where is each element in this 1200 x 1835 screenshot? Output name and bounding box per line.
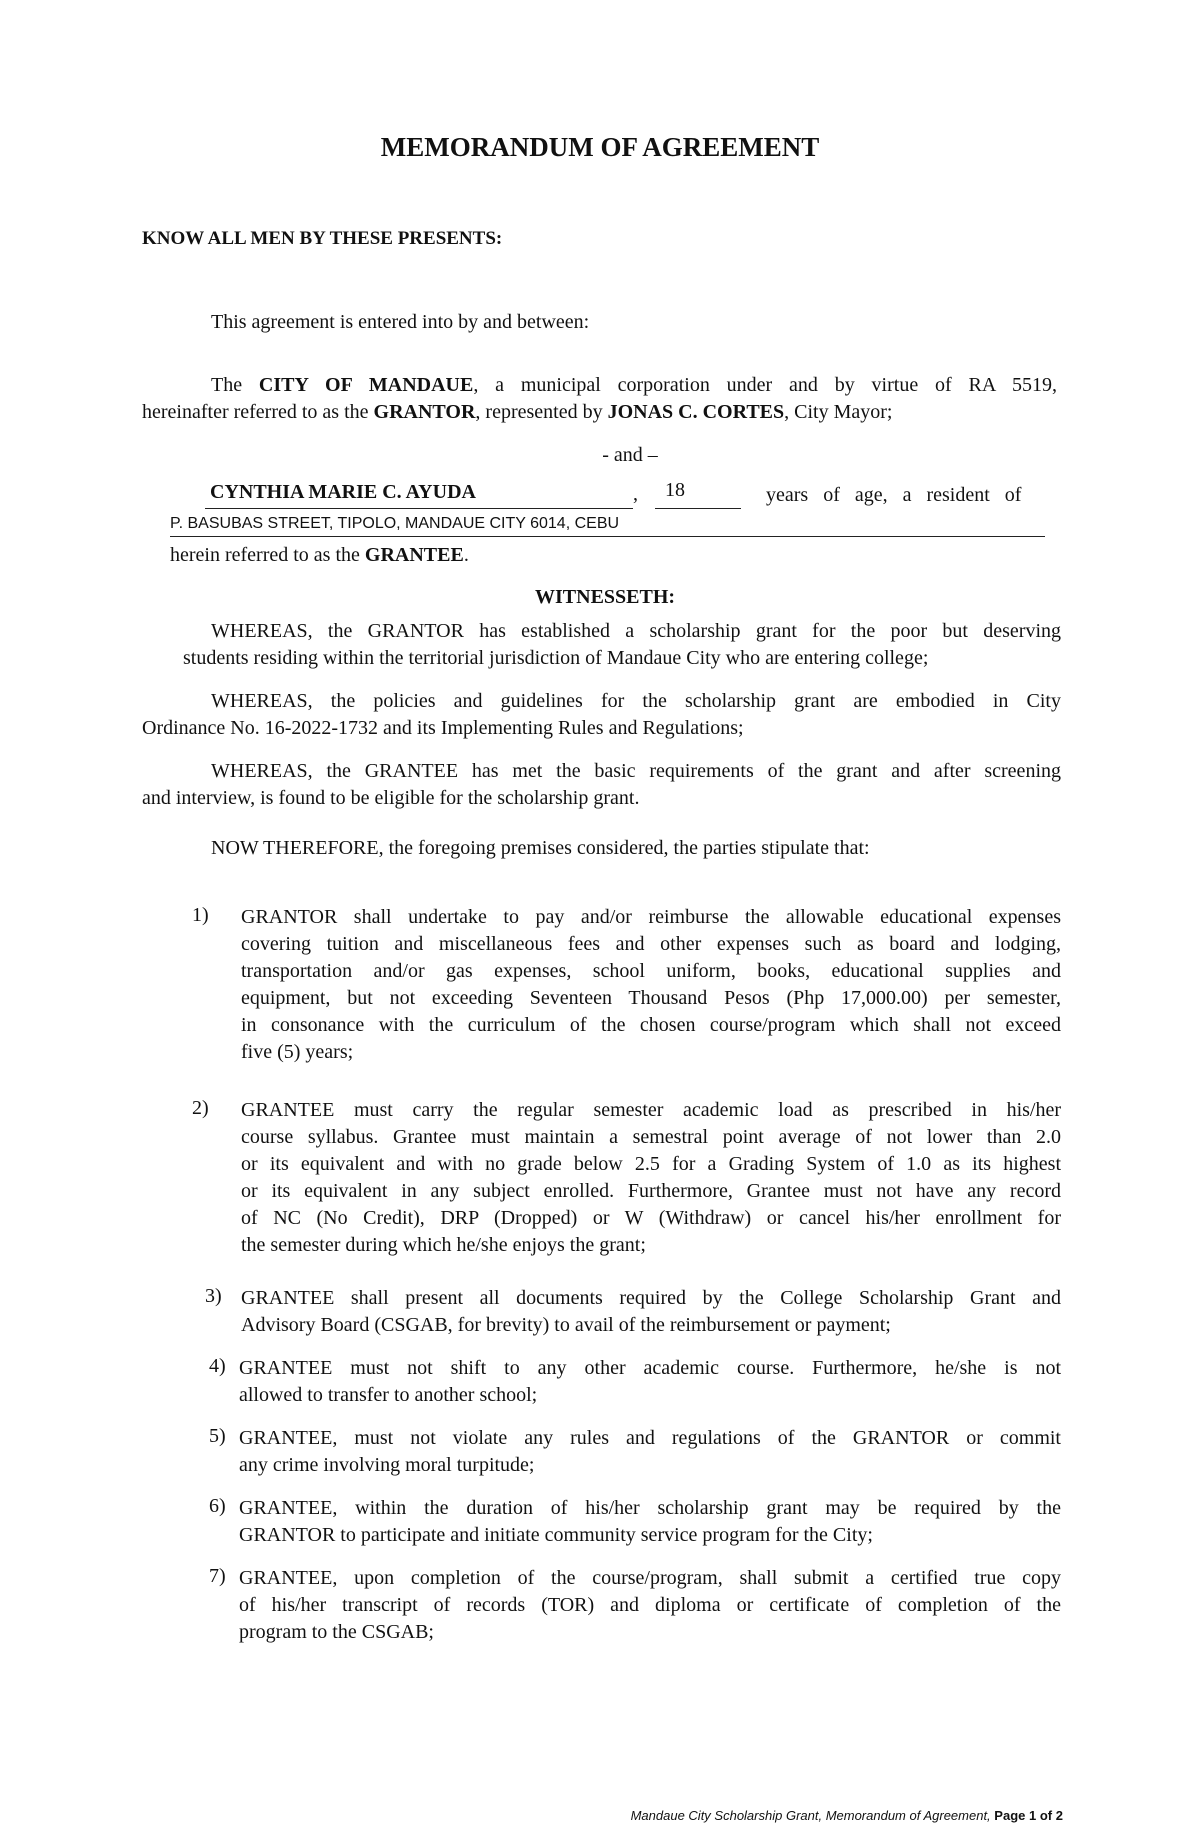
stipulation-1: GRANTOR shall undertake to pay and/or reimburse the allowable educational expenses covering tuition and miscellaneous fees and other expenses such as board and lodging, transportation and/or gas expenses, school uniform, books, educational supplies and equipment, but not exceeding Seventeen Thousand Pesos (Php 17,000.00) per semester, in consonance with the curriculum of the chosen course/program which shall not exceed five (5) years; <box>241 906 1061 1063</box>
stipulation-1-number: 1) <box>192 904 209 926</box>
grantor-line-2: hereinafter referred to as the GRANTOR, represented by JONAS C. CORTES, City Mayor; <box>142 401 893 423</box>
stipulation-2: GRANTEE must carry the regular semester academic load as prescribed in his/her course syllabus. Grantee must maintain a semestral point average of not lower than 2.0 or its equivalent and with no grade below 2.5 for a Grading System of 1.0 as its highest or its equivalent in any subject enrolled. Furthermore, Grantee must not have any record of NC (No Credit), DRP (Dropped) or W (Withdraw) or cancel his/her enrollment for the semester during which he/she enjoys the grant; <box>241 1099 1061 1256</box>
stipulation-5-number: 5) <box>209 1425 226 1447</box>
whereas-3-line-2: and interview, is found to be eligible for the scholarship grant. <box>142 787 640 809</box>
grantee-referred: herein referred to as the GRANTEE. <box>170 544 469 566</box>
stipulation-2-number: 2) <box>192 1097 209 1119</box>
stipulation-5: GRANTEE, must not violate any rules and regulations of the GRANTOR or commit any crime involving moral turpitude; <box>239 1427 1061 1476</box>
document-title: MEMORANDUM OF AGREEMENT <box>380 132 820 162</box>
stipulation-4: GRANTEE must not shift to any other academic course. Furthermore, he/she is not allowed to transfer to another school; <box>239 1357 1061 1406</box>
stipulation-3-number: 3) <box>205 1285 222 1307</box>
grantee-name: CYNTHIA MARIE C. AYUDA <box>210 481 476 503</box>
age-underline <box>655 508 741 509</box>
name-underline <box>205 508 633 509</box>
grantee-age: 18 <box>665 479 685 501</box>
and-separator: - and – <box>602 444 658 466</box>
whereas-3-line-1: WHEREAS, the GRANTEE has met the basic requirements of the grant and after screening <box>211 760 1061 782</box>
address-underline <box>170 536 1045 537</box>
stipulation-6-number: 6) <box>209 1495 226 1517</box>
stipulation-4-number: 4) <box>209 1355 226 1377</box>
stipulation-7: GRANTEE, upon completion of the course/program, shall submit a certified true copy of his/her transcript of records (TOR) and diploma or certificate of completion of the program to the CSGAB; <box>239 1567 1061 1643</box>
grantee-comma: , <box>633 483 638 505</box>
stipulation-7-number: 7) <box>209 1565 226 1587</box>
whereas-2-line-2: Ordinance No. 16-2022-1732 and its Implementing Rules and Regulations; <box>142 717 744 739</box>
stipulation-6: GRANTEE, within the duration of his/her scholarship grant may be required by the GRANTOR to participate and initiate community service program for the City; <box>239 1497 1061 1546</box>
preamble: KNOW ALL MEN BY THESE PRESENTS: <box>142 228 503 249</box>
grantee-address: P. BASUBAS STREET, TIPOLO, MANDAUE CITY 6014, CEBU <box>170 515 620 532</box>
grantor-line-1: The CITY OF MANDAUE, a municipal corporation under and by virtue of RA 5519, <box>211 374 1058 396</box>
witnesseth-heading: WITNESSETH: <box>535 586 676 608</box>
whereas-1-line-2: students residing within the territorial jurisdiction of Mandaue City who are entering college; <box>183 647 929 669</box>
intro-paragraph: This agreement is entered into by and between: <box>211 311 590 333</box>
grantee-years-text: years of age, a resident of <box>766 484 1022 506</box>
whereas-1-line-1: WHEREAS, the GRANTOR has established a scholarship grant for the poor but deserving <box>211 620 1061 642</box>
whereas-2-line-1: WHEREAS, the policies and guidelines for the scholarship grant are embodied in City <box>211 690 1061 712</box>
stipulation-3: GRANTEE shall present all documents required by the College Scholarship Grant and Advisory Board (CSGAB, for brevity) to avail of the reimbursement or payment; <box>241 1287 1061 1336</box>
now-therefore: NOW THEREFORE, the foregoing premises considered, the parties stipulate that: <box>211 837 870 859</box>
page-footer: Mandaue City Scholarship Grant, Memorandum of Agreement, Page 1 of 2 <box>630 1808 1063 1823</box>
